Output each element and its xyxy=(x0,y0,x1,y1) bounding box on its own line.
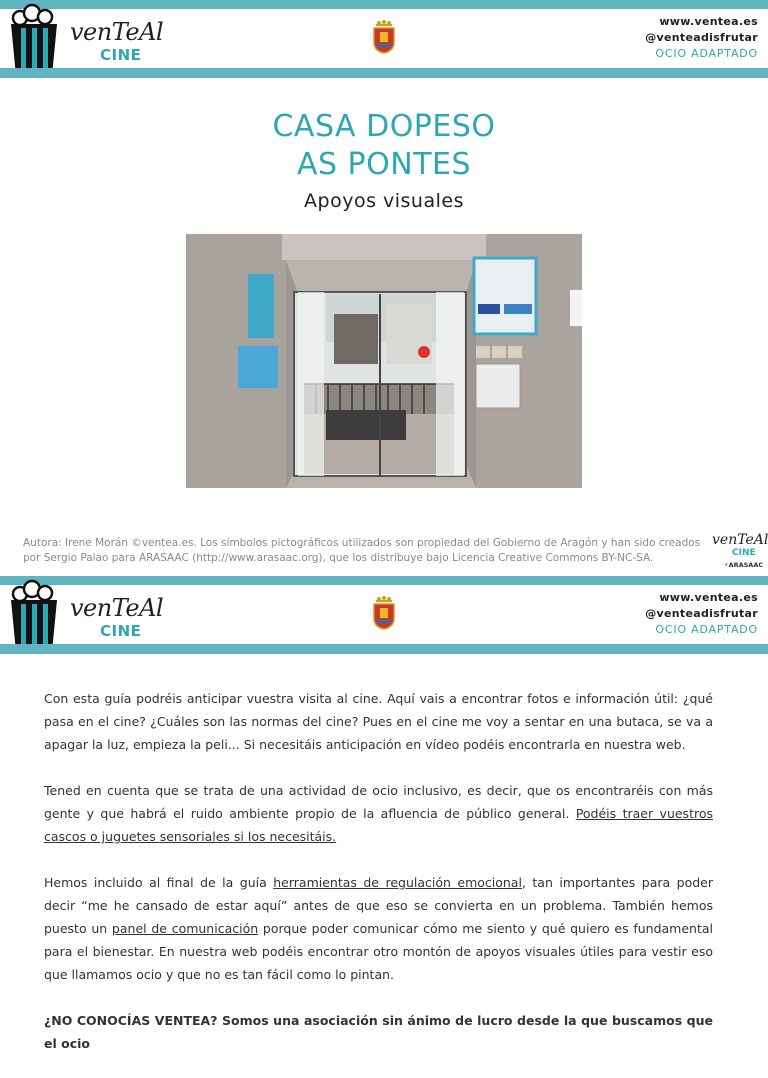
contact-block xyxy=(645,590,758,638)
communication-panel-link[interactable]: panel de comunicación xyxy=(111,921,259,936)
ventea-logo[interactable] xyxy=(8,4,164,76)
municipal-crest-icon xyxy=(372,596,396,630)
ventea-logo[interactable] xyxy=(8,580,164,652)
sensory-toys-link[interactable]: Podéis traer vuestros cascos o juguetes sensoriales si los necesitáis. xyxy=(44,806,713,844)
paragraph-3-text-b: , tan importantes para poder decir “me he cansado de estar aquí” antes de que eso se convierta en un problema. También hemos puesto un xyxy=(44,875,713,936)
website-link[interactable]: www.ventea.es xyxy=(659,15,758,28)
mini-logo-cine: CINE xyxy=(732,548,756,558)
logo-cine-text: CINE xyxy=(100,622,142,640)
paragraph-3-text-c: porque poder comunicar cómo me siento y qué quiero es fundamental para el bienestar. En nuestra web podéis encontrar otro montón de apoyos visuales útiles para vestir eso que llamamos ocio y que no es tan fácil como lo pintan. xyxy=(44,921,713,982)
arasaac-logo: ⚡ARASAAC xyxy=(724,561,764,569)
popcorn-bucket-icon xyxy=(8,580,60,654)
entrance-photo xyxy=(186,234,582,488)
mini-logo-script: venTeAl xyxy=(712,532,768,548)
social-handle[interactable]: @venteadisfrutar xyxy=(645,607,758,620)
tagline: OCIO ADAPTADO xyxy=(655,47,758,60)
intro-text xyxy=(44,687,713,1078)
municipal-crest-icon xyxy=(372,20,396,54)
popcorn-bucket-icon xyxy=(8,4,60,78)
paragraph-3-text-a: Hemos incluido al final de la guía xyxy=(44,875,274,890)
cover-title-line-1: CASA DOPESO xyxy=(272,109,496,144)
intro-paragraph-3 xyxy=(44,871,713,986)
header-band-bottom xyxy=(0,644,768,654)
logo-script-text: venTeAl xyxy=(70,594,164,622)
contact-block xyxy=(645,14,758,62)
cover-credit: Autora: Irene Morán ©ventea.es. Los símbolos pictográficos utilizados son propiedad del Gobierno de Aragón y han sido creados por Sergio Palao para ARASAAC (http://www.arasaac.org), que los distribuye bajo Licencia Creative Commons BY-NC-SA. xyxy=(23,537,701,564)
header-band-bottom xyxy=(0,68,768,78)
page-header-top xyxy=(0,0,768,78)
cover-subtitle: Apoyos visuales xyxy=(304,190,464,212)
emotional-regulation-link[interactable]: herramientas de regulación emocional xyxy=(273,875,522,890)
logo-cine-text: CINE xyxy=(100,46,142,64)
page-header-second xyxy=(0,576,768,654)
intro-paragraph-2 xyxy=(44,779,713,848)
entrance-photo-illustration xyxy=(186,234,582,488)
cover-title-line-2: AS PONTES xyxy=(296,147,472,182)
website-link[interactable]: www.ventea.es xyxy=(659,591,758,604)
tagline: OCIO ADAPTADO xyxy=(655,623,758,636)
cover-title xyxy=(0,108,768,184)
paragraph-2-text: Tened en cuenta que se trata de una actividad de ocio inclusivo, es decir, que os encontraréis con más gente y que habrá el ruido ambiente propio de la afluencia de público general. xyxy=(44,783,713,821)
mini-ventea-logo xyxy=(708,532,768,572)
social-handle[interactable]: @venteadisfrutar xyxy=(645,31,758,44)
intro-paragraph-1: Con esta guía podréis anticipar vuestra visita al cine. Aquí vais a encontrar fotos e información útil: ¿qué pasa en el cine? ¿Cuáles son las normas del cine? Pues en el cine me voy a sentar en una butaca, se va a apagar la luz, empieza la peli... Si necesitáis anticipación en vídeo podéis encontrarla en nuestra web. xyxy=(44,691,713,752)
logo-script-text: venTeAl xyxy=(70,18,164,46)
intro-paragraph-4: ¿NO CONOCÍAS VENTEA? Somos una asociación sin ánimo de lucro desde la que buscamos que el ocio xyxy=(44,1013,713,1051)
